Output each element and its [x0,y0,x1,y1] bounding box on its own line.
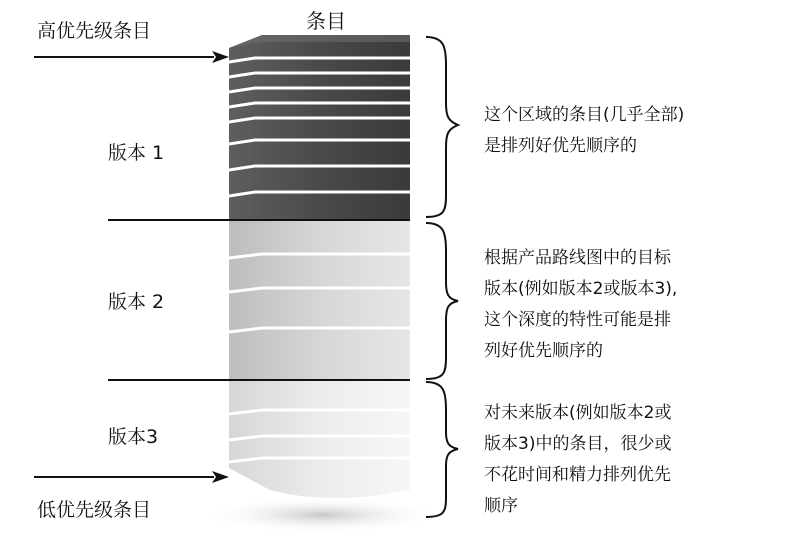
description-line: 根据产品路线图中的目标 [484,248,671,268]
release-2-label: 版本 2 [108,291,165,313]
description-line: 对未来版本(例如版本2或 [484,403,672,423]
low-priority-arrow [34,471,229,483]
low-priority-label: 低优先级条目 [37,499,152,521]
brace-release-1 [426,37,458,217]
high-priority-label: 高优先级条目 [37,20,152,42]
description-line: 不花时间和精力排列优先 [484,465,671,485]
description-line: 顺序 [484,496,518,516]
stack-shadow [202,497,442,533]
stack-zone-release-3 [229,380,410,498]
description-line: 列好优先顺序的 [484,341,603,361]
release-2-description [484,243,677,367]
brace-release-3 [426,382,458,517]
release-1-description [484,100,684,162]
stack-zone-release-2 [229,220,410,380]
description-line: 这个深度的特性可能是排 [484,310,671,330]
description-line: 版本(例如版本2或版本3), [484,279,678,299]
items-column-title: 条目 [306,9,346,33]
brace-release-2 [426,223,458,379]
release-3-label: 版本3 [108,426,159,448]
release-3-description [484,398,671,522]
release-1-label: 版本 1 [108,142,165,164]
high-priority-arrow [34,51,229,63]
description-line: 这个区域的条目(几乎全部) [484,105,685,125]
description-line: 是排列好优先顺序的 [484,136,637,156]
description-line: 版本3)中的条目，很少或 [484,434,672,454]
